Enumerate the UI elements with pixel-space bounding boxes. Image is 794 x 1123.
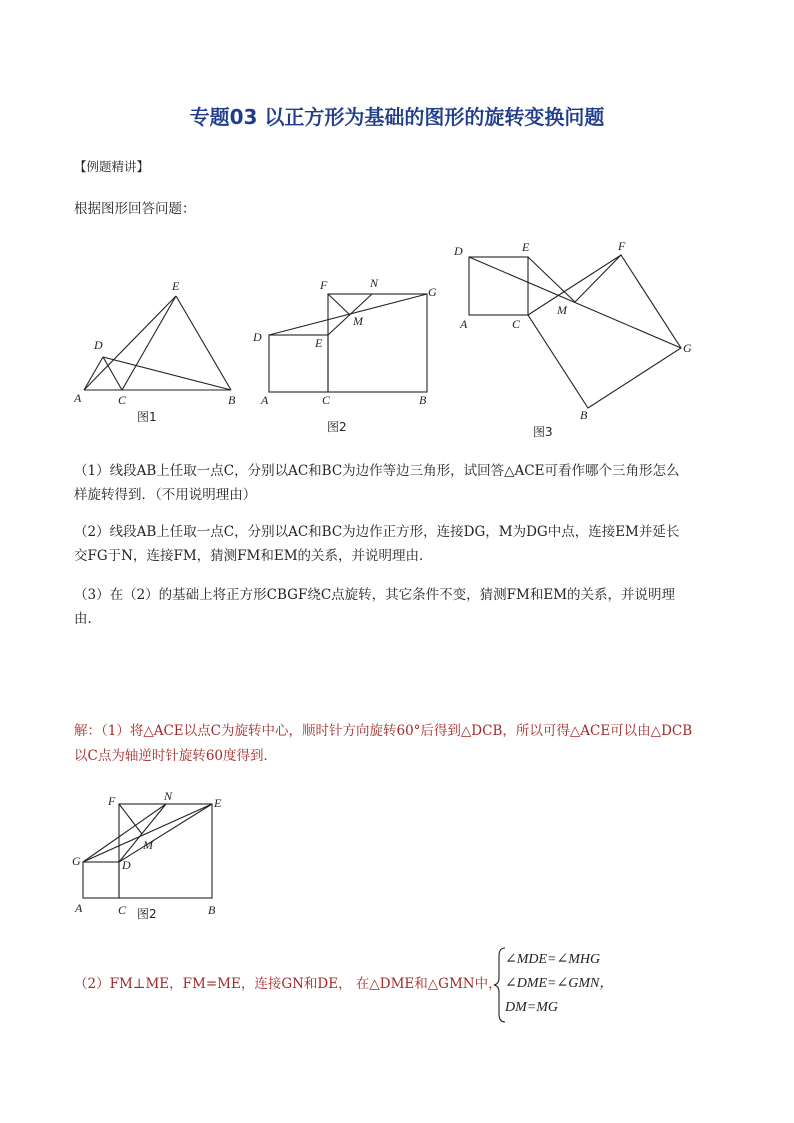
system-line-1: ∠MDE=∠MHG [505,952,601,967]
fig3-label-m: M [557,303,567,317]
question-1-line-1: （1）线段AB上任取一点C，分别以AC和BC为边作等边三角形，试回答△ACE可看作哪个三角形怎么 [74,463,680,479]
fig3-label-f: F [618,239,626,253]
fig4-label-d: D [122,858,131,872]
fig2-label-a: A [261,393,269,407]
fig2-label-f: F [320,278,328,292]
page-title: 专题03 以正方形为基础的图形的旋转变换问题 [189,105,605,129]
fig3-label-c: C [512,317,521,331]
fig3-caption: 图3 [533,425,553,439]
fig2-label-c: C [322,393,331,407]
fig4-label-e: E [214,796,222,810]
solution-1-line-1: 解：（1）将△ACE以点C为旋转中心，顺时针方向旋转60°后得到△DCB，所以可得△ACE可以由△DCB [74,723,693,739]
fig2-label-b: B [419,393,427,407]
question-1-line-2: 样旋转得到．（不用说明理由） [74,487,257,503]
solution-1-line-2: 以C点为轴逆时针旋转60度得到． [74,748,278,764]
section-heading: 【例题精讲】 [74,159,150,174]
question-3-line-1: （3）在（2）的基础上将正方形CBGF绕C点旋转，其它条件不变，猜测FM和EM的关系，并说明理 [74,587,676,603]
fig3-label-e: E [522,240,530,254]
solution-2-text: （2）FM⊥ME，FM=ME，连接GN和DE， 在△DME和△GMN中， [74,976,502,992]
fig3-label-b: B [580,408,588,422]
fig3-label-g: G [683,341,692,355]
fig1-label-d: D [94,338,103,352]
fig4-caption: 图2 [137,907,157,921]
fig1-label-b: B [228,393,236,407]
fig3-label-a: A [460,317,468,331]
fig4-label-a: A [75,901,83,915]
fig4-label-g: G [72,854,81,868]
fig1-label-c: C [118,393,127,407]
fig3-label-d: D [454,244,463,258]
intro-text: 根据图形回答问题： [74,201,196,217]
fig2-label-n: N [370,276,379,290]
fig4-label-c: C [118,903,127,917]
fig2-label-e: E [315,336,323,350]
question-2-line-1: （2）线段AB上任取一点C，分别以AC和BC为边作正方形，连接DG，M为DG中点，连接EM并延长 [74,524,680,540]
fig4-label-n: N [164,789,173,803]
fig2-label-m: M [353,314,363,328]
fig2-label-g: G [428,285,437,299]
question-2-line-2: 交FG于N，连接FM，猜测FM和EM的关系，并说明理由． [74,548,433,564]
fig1-label-a: A [74,391,82,405]
fig4-label-m: M [143,838,153,852]
system-line-2: ∠DME=∠GMN， [505,976,614,991]
fig2-caption: 图2 [327,420,347,434]
system-line-3: DM=MG [505,1000,558,1015]
question-3-line-2: 由． [74,611,101,627]
fig1-caption: 图1 [137,410,157,424]
fig4-label-b: B [208,903,216,917]
fig2-label-d: D [253,330,262,344]
fig4-label-f: F [108,794,116,808]
fig1-label-e: E [172,279,180,293]
